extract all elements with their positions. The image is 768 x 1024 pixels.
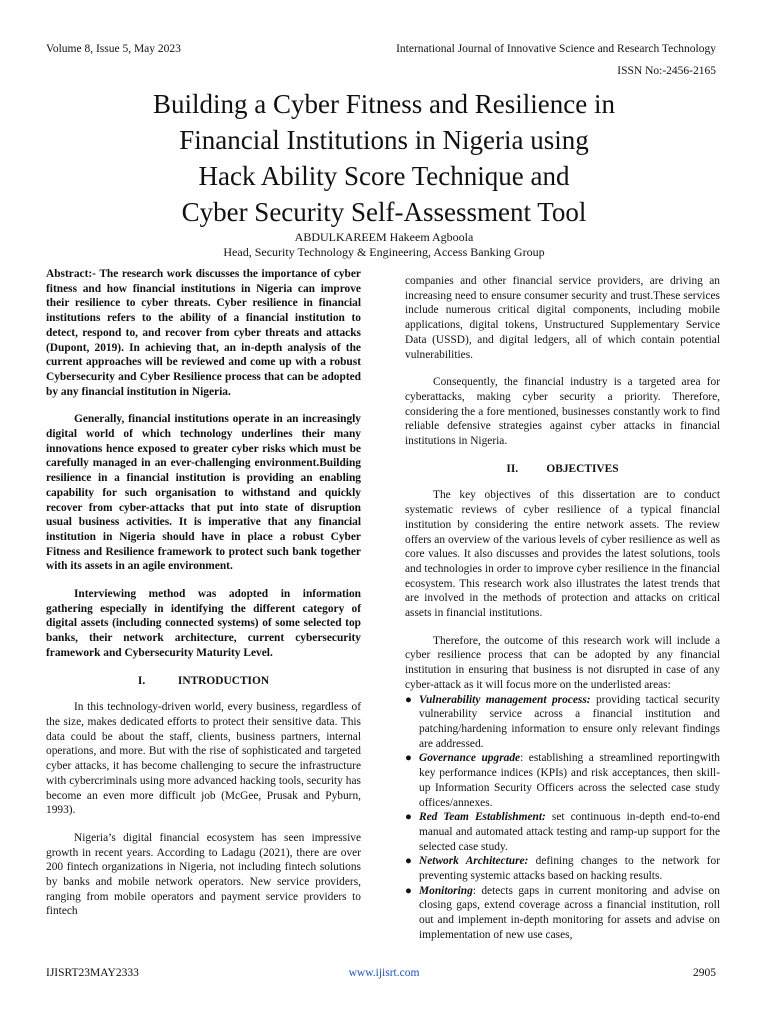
- abstract-paragraph: Generally, financial institutions operate in an increasingly digital world of which technology underlines their many innovations hence exposed to greater cyber risks which must be carefully managed in an ever-challenging environment.Building resilience in a financial institution is providing an enabling capability for such organisation to withstand and quickly recover from cyber-attacks that put into state of disruption usual business activities. It is imperative that any financial institution in Nigeria should have in place a robust Cyber Fitness and Resilience framework to protect such bank together with its assets in an agile environment.: [46, 413, 361, 573]
- right-column: [405, 274, 720, 943]
- title-line: Hack Ability Score Technique and: [198, 161, 570, 191]
- author-name: ABDULKAREEM Hakeem Agboola: [294, 230, 474, 244]
- author-affiliation: Head, Security Technology & Engineering, Access Banking Group: [223, 245, 545, 259]
- abstract: Abstract:- The research work discusses the importance of cyber fitness and how financial institutions in Nigeria can improve their resilience to cyber threats. Cyber resilience in financial institutions refers to the ability of a financial institution to detect, respond to, and recover from cyber threats and attacks (Dupont, 2019). In achieving that, an in-depth analysis of the current approaches will be reviewed and come up with a robust Cybersecurity and Cyber Resilience process that can be adopted by any financial institution in Nigeria.: [46, 268, 361, 398]
- bullet-icon: ●: [405, 693, 412, 706]
- journal-url-link[interactable]: www.ijisrt.com: [348, 967, 420, 979]
- body-paragraph: companies and other financial service providers, are driving an increasing need to ensure consumer security and trust.These services include numerous critical digital components, including mobile applications, digital tokens, Unstructured Supplementary Service Data (USSD), and digital ledgers, all of which contain potential vulnerabilities.: [405, 275, 720, 361]
- list-item: ● Red Team Establishment: set continuous in-depth end-to-end manual and automated attack testing and ramp-up support for the selected case study.: [405, 811, 720, 853]
- section-title: INTRODUCTION: [177, 674, 270, 687]
- volume-info: Volume 8, Issue 5, May 2023: [46, 43, 181, 55]
- section-number: II.: [506, 462, 519, 475]
- bullet-icon: ●: [405, 752, 412, 765]
- body-paragraph: Nigeria’s digital financial ecosystem has seen impressive growth in recent years. According to Ladagu (2021), there are over 200 fintech organizations in Nigeria, not including fintech solutions by banks and mobile network operators. New service providers, ranging from mobile operators and payment service providers to fintech: [46, 831, 361, 918]
- bullet-icon: ●: [405, 884, 412, 897]
- body-paragraph: Therefore, the outcome of this research work will include a cyber resilience process that can be adopted by any financial institution in ensuring that business is not disrupted in case of any cyber-attack as it will focus more on the underlisted areas:: [405, 634, 720, 691]
- paper-id: IJISRT23MAY2333: [46, 967, 139, 979]
- list-item: ● Vulnerability management process: providing tactical security vulnerability service across a financial institution and patching/hardening information to ensure only relevant findings are addressed.: [405, 693, 721, 750]
- body-paragraph: Consequently, the financial industry is a targeted area for cyberattacks, making cyber security a priority. Therefore, considering the a fore mentioned, businesses constantly work to find reliable defensive strategies against cyber attacks in financial institutions in Nigeria.: [405, 376, 720, 448]
- title-line: Cyber Security Self-Assessment Tool: [181, 197, 587, 227]
- left-column: [46, 267, 361, 932]
- journal-name: International Journal of Innovative Science and Research Technology: [396, 43, 716, 55]
- title-line: Building a Cyber Fitness and Resilience in: [153, 89, 615, 119]
- list-item: ● Governance upgrade: establishing a streamlined reportingwith key performance indices (KPIs) and risk acceptances, then skill-up Information Security Officers across the selected case study offices/annexes.: [405, 752, 721, 809]
- author-block: [46, 230, 722, 260]
- body-paragraph: In this technology-driven world, every business, regardless of the size, makes dedicated efforts to protect their sensitive data. This data could be about the staff, clients, business partners, internal operations, and more. But with the rise of sophisticated and targeted cyber attacks, it has become challenging to secure the infrastructure with cybercriminals using more advanced hacking tools, security has become an even more difficult job (McGee, Prusak and Pyburn, 1993).: [46, 701, 361, 817]
- bullet-icon: ●: [405, 855, 412, 868]
- bullet-icon: ●: [405, 811, 412, 824]
- section-title: OBJECTIVES: [546, 462, 619, 475]
- objectives-list: [405, 693, 720, 943]
- abstract-paragraph: Interviewing method was adopted in information gathering especially in identifying the different category of digital assets (including connected systems) of some selected top banks, their network architecture, current cybersecurity framework and Cybersecurity Maturity Level.: [46, 588, 361, 659]
- title-line: Financial Institutions in Nigeria using: [179, 125, 589, 155]
- body-paragraph: The key objectives of this dissertation are to conduct systematic reviews of cyber resilience of a typical financial institution by considering the entire network assets. The review offers an overview of the various levels of cyber resilience as well as core values. It also discusses and provides the latest solutions, tools and technologies in order to improve cyber resilience in the financial ecosystem. This research work also illustrates the latest trends that are involved in the methods of protection and attacks on critical assets in financial institutions.: [405, 489, 720, 620]
- section-number: I.: [137, 674, 146, 687]
- section-heading-introduction: [46, 674, 361, 689]
- paper-title: [46, 86, 722, 230]
- section-heading-objectives: [405, 462, 720, 477]
- list-item: ● Monitoring: detects gaps in current monitoring and advise on closing gaps, extend coverage across a financial institution, roll out and implement in-depth monitoring for assets and advise on implementation of new use cases,: [405, 884, 720, 941]
- issn: ISSN No:-2456-2165: [617, 65, 716, 77]
- list-item: ● Network Architecture: defining changes to the network for preventing systemic attacks based on hacking results.: [405, 855, 720, 883]
- page-number: 2905: [693, 967, 716, 979]
